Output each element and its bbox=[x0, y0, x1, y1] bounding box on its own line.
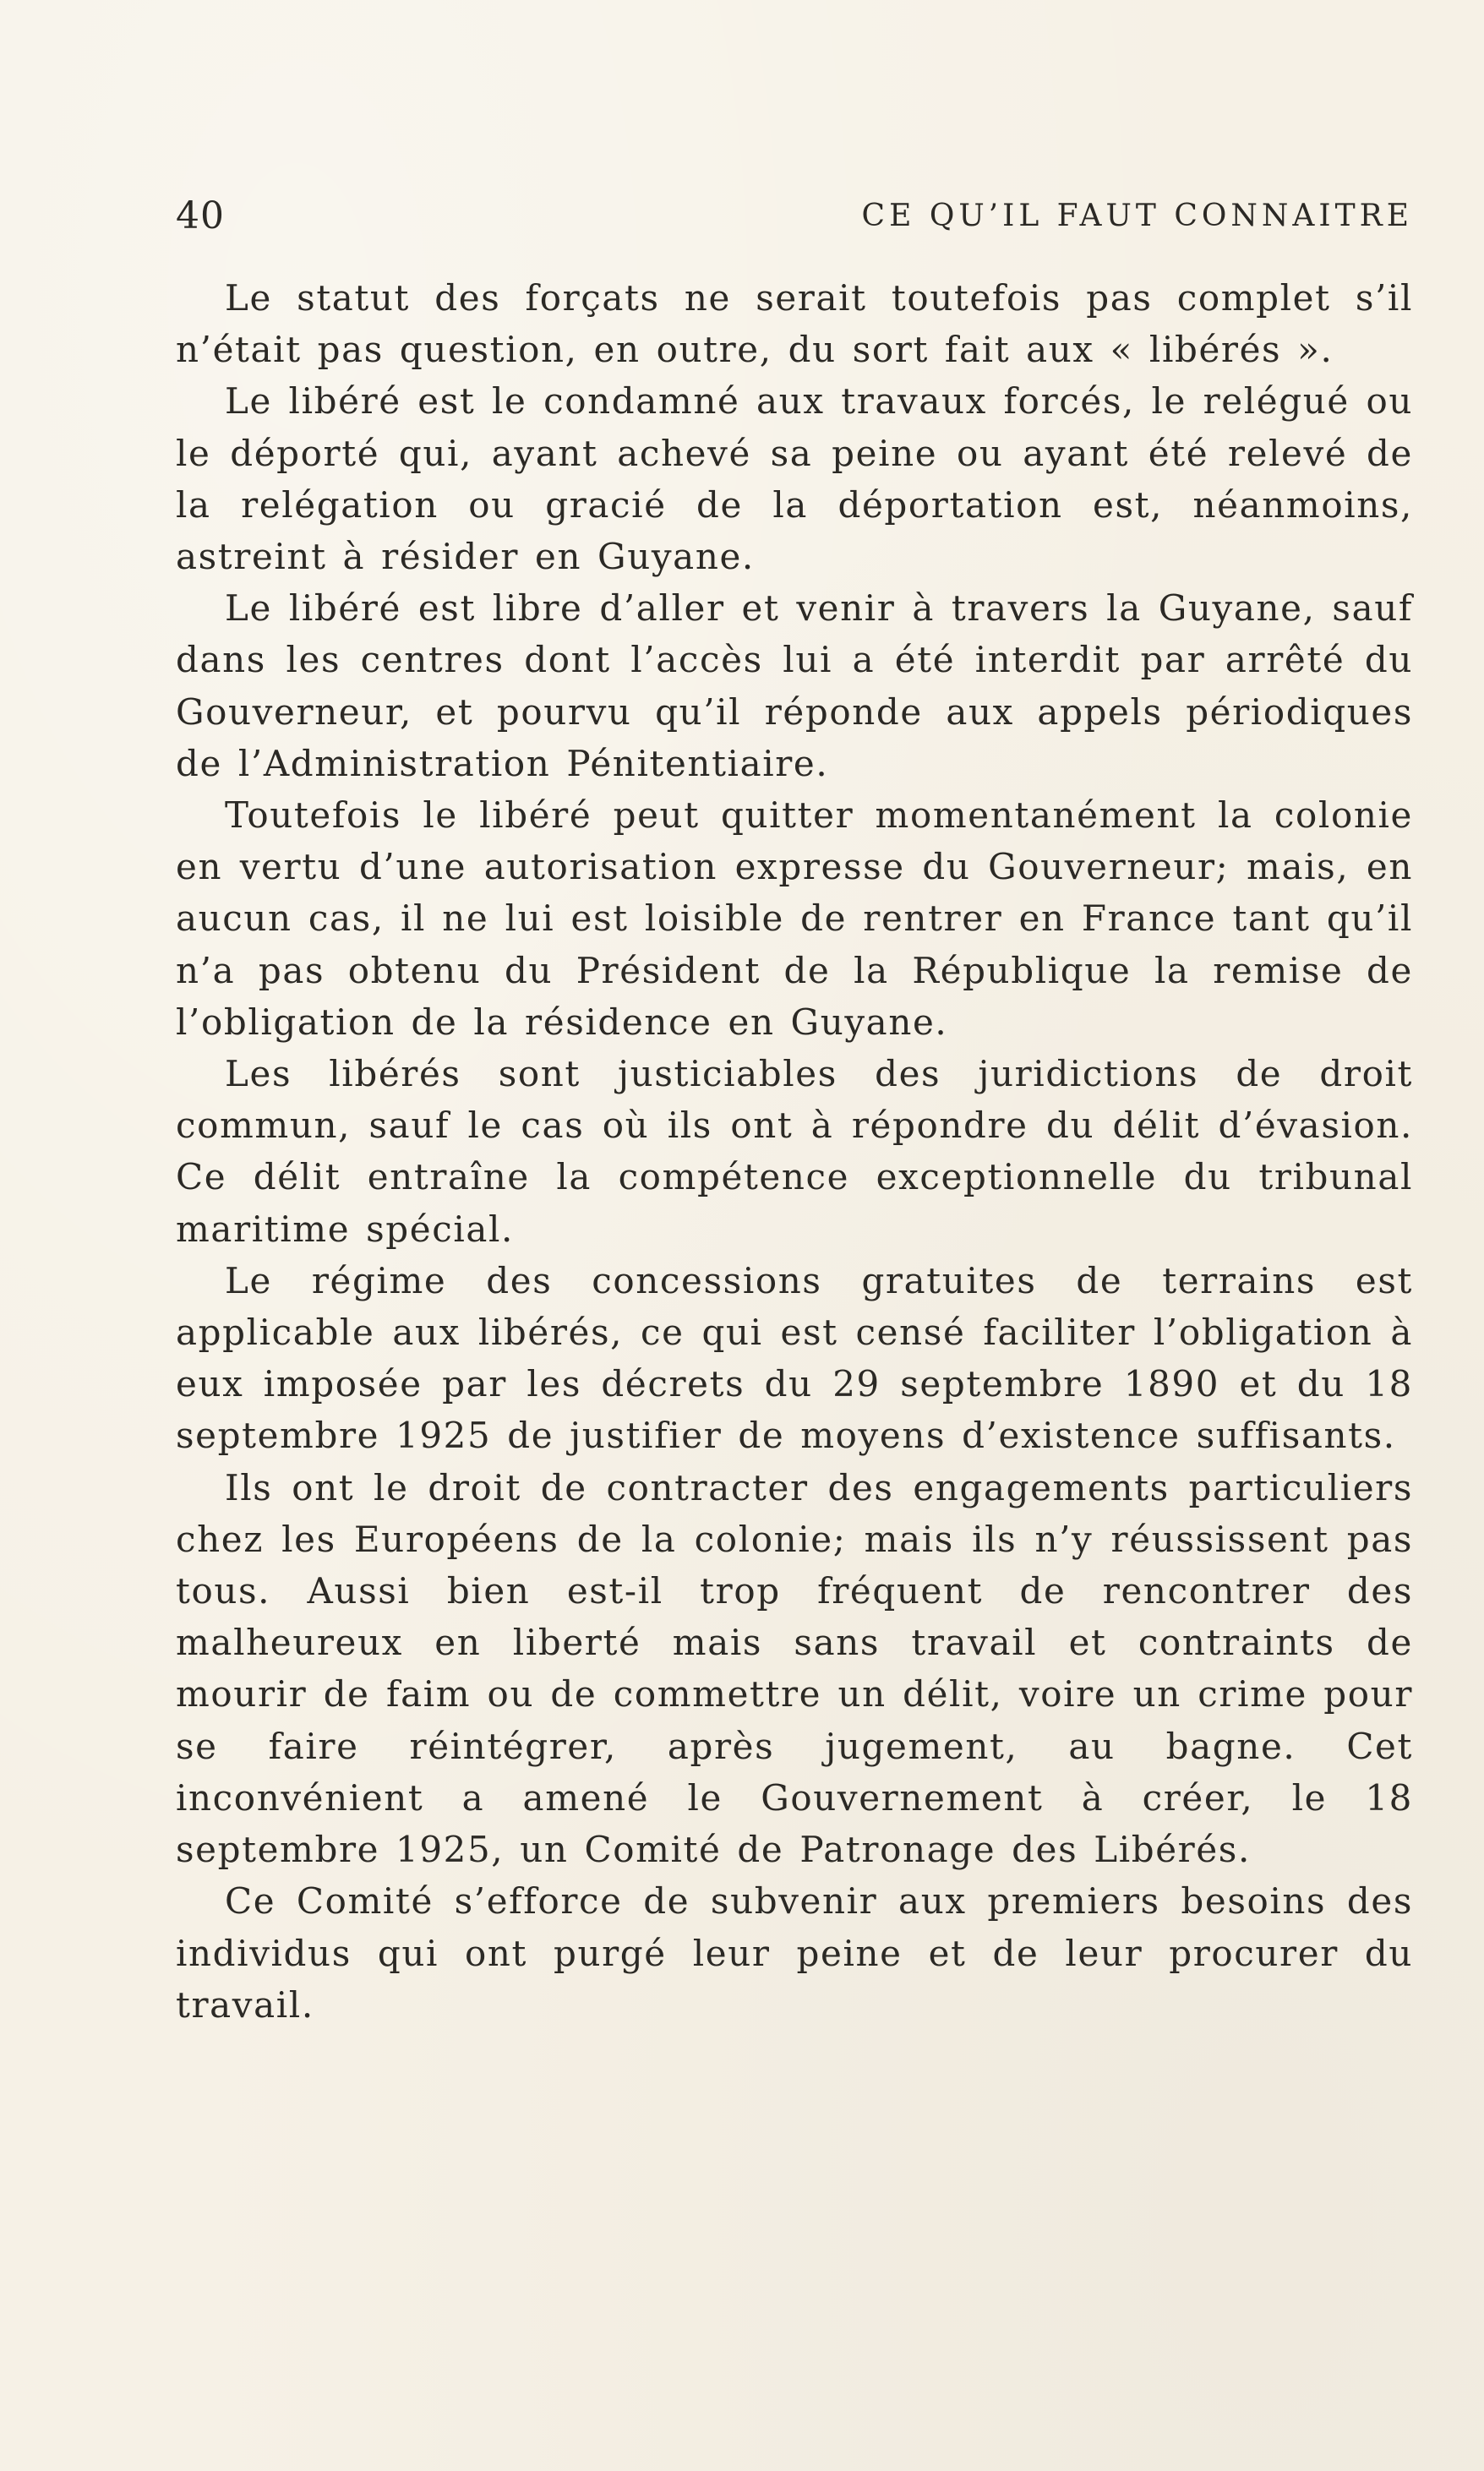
running-title: CE QU’IL FAUT CONNAITRE bbox=[861, 199, 1413, 233]
paragraph-liberes-intro: Le statut des forçats ne serait toutefois pas complet s’il n’était pas question, en outre, du sort fait aux « libérés ». bbox=[176, 277, 1413, 371]
paragraph-comite: Ce Comité s’efforce de subvenir aux premiers besoins des individus qui ont purgé leur peine et de leur procurer du travail. bbox=[176, 1880, 1413, 2026]
body-text bbox=[176, 272, 1413, 2031]
paragraph-juridictions: Les libérés sont justiciables des juridictions de droit commun, sauf le cas où ils ont à répondre du délit d’évasion. Ce délit entraîne la compétence exceptionnelle du tribunal maritime spécial. bbox=[176, 1053, 1413, 1250]
paragraph-retour-france: Toutefois le libéré peut quitter momentanément la colonie en vertu d’une autorisation expresse du Gouverneur; mais, en aucun cas, il ne lui est loisible de rentrer en France tant qu’il n’a pas obtenu du Président de la République la remise de l’obligation de la résidence en Guyane. bbox=[176, 794, 1413, 1043]
paragraph-liberte-circulation: Le libéré est libre d’aller et venir à travers la Guyane, sauf dans les centres dont l’accès lui a été interdit par arrêté du Gouverneur, et pourvu qu’il réponde aux appels périodiques de l’Administration Pénitentiaire. bbox=[176, 587, 1413, 784]
paragraph-concessions: Le régime des concessions gratuites de terrains est applicable aux libérés, ce qui est censé faciliter l’obligation à eux imposée par les décrets du 29 septembre 1890 et du 18 septembre 1925 de justifier de moyens d’existence suffisants. bbox=[176, 1259, 1413, 1457]
paragraph-engagements: Ils ont le droit de contracter des engagements particuliers chez les Européens de la colonie; mais ils n’y réussissent pas tous. Aussi bien est-il trop fréquent de rencontrer des malheureux en liberté mais sans travail et contraints de mourir de faim ou de commettre un délit, voire un crime pour se faire réintégrer, après jugement, au bagne. Cet inconvénient a amené le Gouvernement à créer, le 18 septembre 1925, un Comité de Patronage des Libérés. bbox=[176, 1466, 1413, 1871]
page-number: 40 bbox=[176, 194, 225, 237]
running-header bbox=[176, 191, 1413, 242]
paragraph-definition-libere: Le libéré est le condamné aux travaux forcés, le relégué ou le déporté qui, ayant achevé sa peine ou ayant été relevé de la relégation ou gracié de la déportation est, néanmoins, astreint à résider en Guyane. bbox=[176, 380, 1413, 578]
